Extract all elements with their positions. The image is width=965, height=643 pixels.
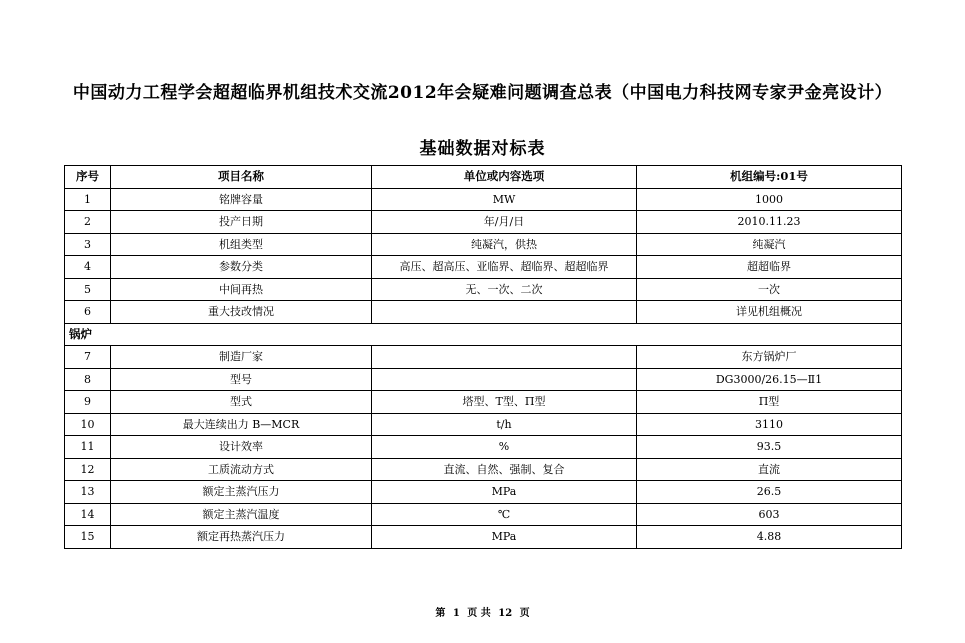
section-row [65,323,902,346]
cell-seq: 10 [65,413,111,436]
cell-seq: 9 [65,391,111,414]
cell-unit [372,368,637,391]
table-row [65,526,902,549]
cell-seq: 8 [65,368,111,391]
table-row [65,233,902,256]
cell-seq: 1 [65,188,111,211]
table-row [65,391,902,414]
benchmark-table [64,165,902,549]
cell-seq: 6 [65,301,111,324]
cell-item: 中间再热 [111,278,372,301]
cell-unit: MPa [372,481,637,504]
table-row [65,346,902,369]
cell-value: 超超临界 [637,256,902,279]
cell-unit: 纯凝汽，供热 [372,233,637,256]
cell-unit: t/h [372,413,637,436]
table-header-row [65,166,902,189]
cell-seq: 7 [65,346,111,369]
section-label-boiler: 锅炉 [65,323,902,346]
cell-item: 工质流动方式 [111,458,372,481]
header-unit-no: 机组编号:01号 [637,166,902,189]
table-body-boiler [65,346,902,549]
table-row [65,413,902,436]
cell-unit: ℃ [372,503,637,526]
cell-seq: 13 [65,481,111,504]
cell-seq: 2 [65,211,111,234]
cell-item: 型号 [111,368,372,391]
cell-unit: MPa [372,526,637,549]
cell-item: 设计效率 [111,436,372,459]
table-row [65,436,902,459]
cell-item: 额定主蒸汽温度 [111,503,372,526]
table-row [65,211,902,234]
cell-value: Π型 [637,391,902,414]
cell-value: 纯凝汽 [637,233,902,256]
cell-value: 直流 [637,458,902,481]
cell-value: 详见机组概况 [637,301,902,324]
cell-item: 额定再热蒸汽压力 [111,526,372,549]
cell-item: 型式 [111,391,372,414]
cell-value: 26.5 [637,481,902,504]
header-item: 项目名称 [111,166,372,189]
cell-value: 东方锅炉厂 [637,346,902,369]
cell-value: 93.5 [637,436,902,459]
cell-seq: 11 [65,436,111,459]
cell-unit: % [372,436,637,459]
cell-unit [372,301,637,324]
cell-unit: 年/月/日 [372,211,637,234]
document-title: 中国动力工程学会超超临界机组技术交流2012年会疑难问题调查总表（中国电力科技网专家尹金亮设计） [72,83,893,103]
cell-unit: 无、一次、二次 [372,278,637,301]
footer-page-number: 1 [452,608,460,619]
cell-item: 机组类型 [111,233,372,256]
cell-unit: 塔型、T型、Π型 [372,391,637,414]
footer-prefix: 第 [435,608,446,619]
table-row [65,368,902,391]
cell-seq: 12 [65,458,111,481]
cell-seq: 15 [65,526,111,549]
cell-value: 4.88 [637,526,902,549]
page-footer [0,604,965,619]
table-title: 基础数据对标表 [419,139,546,159]
table-row [65,481,902,504]
cell-unit [372,346,637,369]
footer-mid: 页 共 [467,608,491,619]
cell-item: 额定主蒸汽压力 [111,481,372,504]
footer-suffix: 页 [519,608,530,619]
cell-value: 1000 [637,188,902,211]
cell-item: 参数分类 [111,256,372,279]
cell-item: 制造厂家 [111,346,372,369]
cell-item: 最大连续出力 B—MCR [111,413,372,436]
cell-value: 603 [637,503,902,526]
table-row [65,503,902,526]
table-row [65,188,902,211]
cell-unit: 直流、自然、强制、复合 [372,458,637,481]
table-body-general [65,188,902,323]
cell-value: 2010.11.23 [637,211,902,234]
cell-item: 铭牌容量 [111,188,372,211]
cell-value: DG3000/26.15—Ⅱ1 [637,368,902,391]
table-row [65,301,902,324]
cell-value: 3110 [637,413,902,436]
header-seq: 序号 [65,166,111,189]
cell-seq: 3 [65,233,111,256]
header-unit: 单位或内容选项 [372,166,637,189]
cell-item: 投产日期 [111,211,372,234]
table-row [65,458,902,481]
cell-value: 一次 [637,278,902,301]
cell-seq: 14 [65,503,111,526]
footer-total-pages: 12 [498,608,513,619]
table-row [65,256,902,279]
cell-item: 重大技改情况 [111,301,372,324]
cell-unit: 高压、超高压、亚临界、超临界、超超临界 [372,256,637,279]
table-section-boiler [65,323,902,346]
cell-seq: 4 [65,256,111,279]
table-row [65,278,902,301]
cell-seq: 5 [65,278,111,301]
cell-unit: MW [372,188,637,211]
